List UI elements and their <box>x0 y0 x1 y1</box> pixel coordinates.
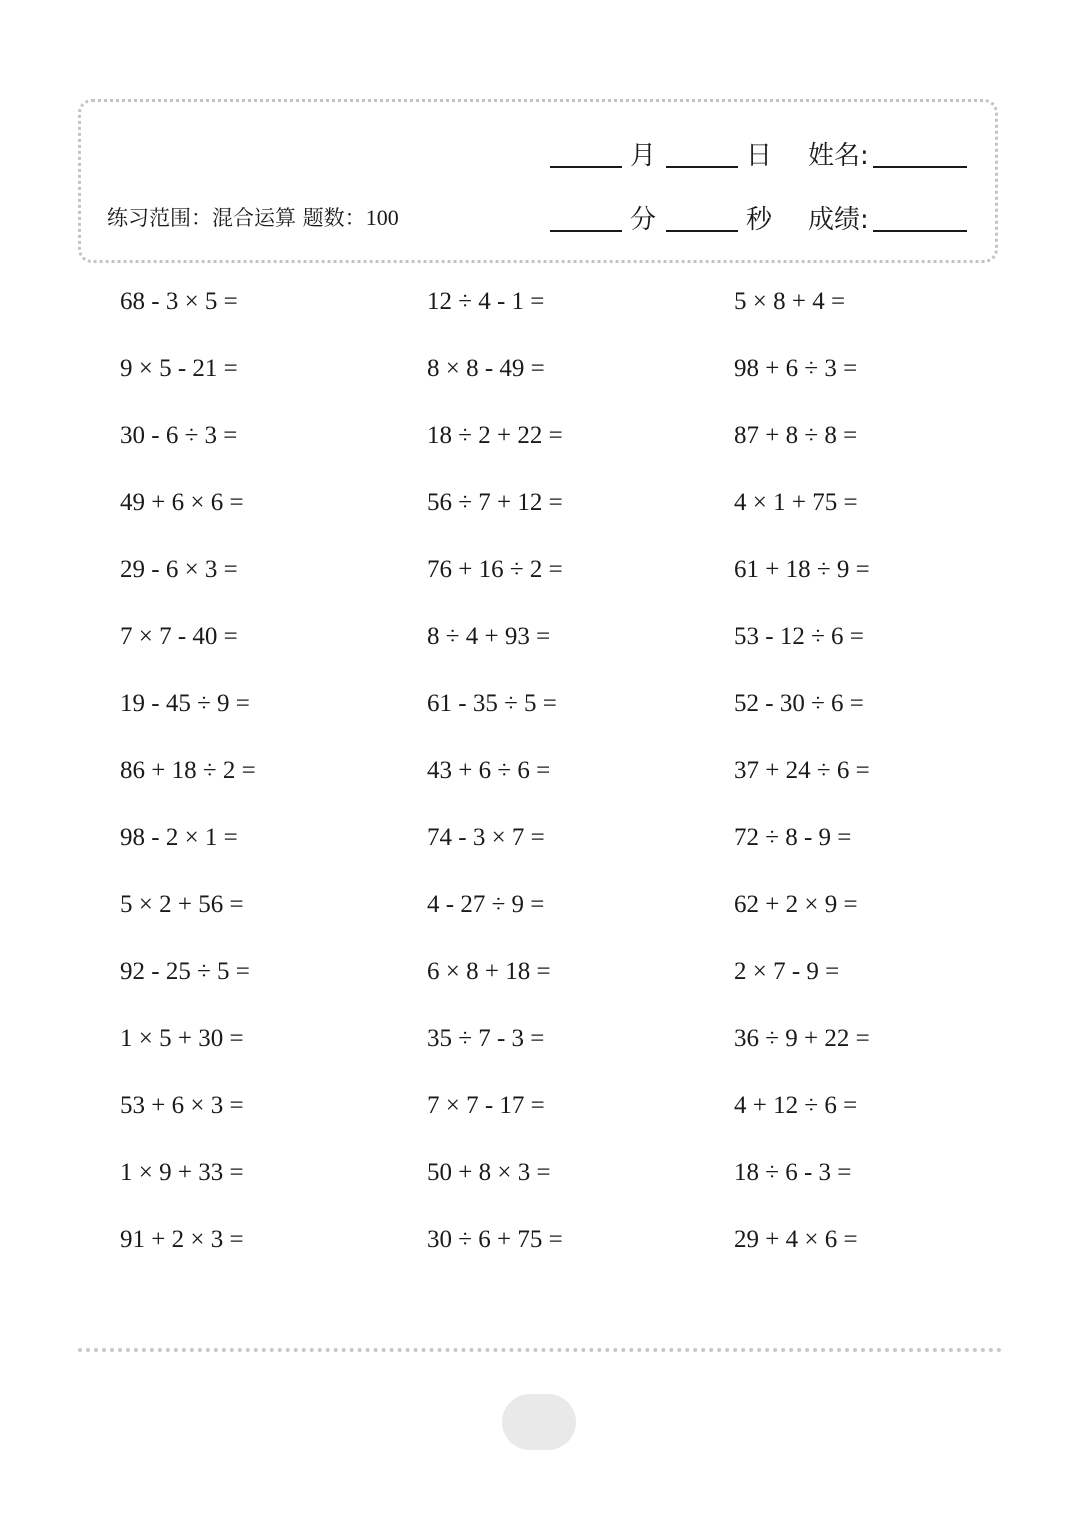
second-label: 秒 <box>746 205 773 235</box>
time-score-row <box>550 196 967 236</box>
page-number-badge <box>502 1394 576 1450</box>
arithmetic-problem: 1 × 5 + 30 = <box>120 1025 244 1052</box>
arithmetic-problem: 53 + 6 × 3 = <box>120 1092 244 1119</box>
arithmetic-problem: 72 ÷ 8 - 9 = <box>734 824 852 851</box>
arithmetic-problem: 36 ÷ 9 + 22 = <box>734 1025 870 1052</box>
arithmetic-problem: 86 + 18 ÷ 2 = <box>120 757 256 784</box>
arithmetic-problem: 12 ÷ 4 - 1 = <box>427 288 545 315</box>
worksheet-header <box>78 99 998 263</box>
date-name-row <box>550 132 967 172</box>
arithmetic-problem: 29 - 6 × 3 = <box>120 556 238 583</box>
arithmetic-problem: 92 - 25 ÷ 5 = <box>120 958 250 985</box>
arithmetic-problem: 68 - 3 × 5 = <box>120 288 238 315</box>
arithmetic-problem: 5 × 8 + 4 = <box>734 288 846 315</box>
arithmetic-problem: 37 + 24 ÷ 6 = <box>734 757 870 784</box>
name-label: 姓名: <box>808 141 869 171</box>
arithmetic-problem: 19 - 45 ÷ 9 = <box>120 690 250 717</box>
arithmetic-problem: 91 + 2 × 3 = <box>120 1226 244 1253</box>
arithmetic-problem: 18 ÷ 6 - 3 = <box>734 1159 852 1186</box>
arithmetic-problem: 43 + 6 ÷ 6 = <box>427 757 551 784</box>
month-label: 月 <box>630 141 657 171</box>
arithmetic-problem: 76 + 16 ÷ 2 = <box>427 556 563 583</box>
arithmetic-problem: 8 × 8 - 49 = <box>427 355 545 382</box>
month-blank[interactable] <box>550 166 622 168</box>
name-blank[interactable] <box>873 166 967 168</box>
arithmetic-problem: 4 × 1 + 75 = <box>734 489 858 516</box>
arithmetic-problem: 62 + 2 × 9 = <box>734 891 858 918</box>
footer-divider <box>78 1348 1002 1352</box>
minute-blank[interactable] <box>550 230 622 232</box>
arithmetic-problem: 61 - 35 ÷ 5 = <box>427 690 557 717</box>
second-blank[interactable] <box>666 230 738 232</box>
day-label: 日 <box>746 141 773 171</box>
minute-label: 分 <box>630 205 657 235</box>
arithmetic-problem: 6 × 8 + 18 = <box>427 958 551 985</box>
arithmetic-problem: 29 + 4 × 6 = <box>734 1226 858 1253</box>
arithmetic-problem: 49 + 6 × 6 = <box>120 489 244 516</box>
arithmetic-problem: 74 - 3 × 7 = <box>427 824 545 851</box>
arithmetic-problem: 2 × 7 - 9 = <box>734 958 840 985</box>
arithmetic-problem: 30 - 6 ÷ 3 = <box>120 422 238 449</box>
score-blank[interactable] <box>873 230 967 232</box>
arithmetic-problem: 8 ÷ 4 + 93 = <box>427 623 551 650</box>
arithmetic-problem: 61 + 18 ÷ 9 = <box>734 556 870 583</box>
arithmetic-problem: 7 × 7 - 17 = <box>427 1092 545 1119</box>
arithmetic-problem: 87 + 8 ÷ 8 = <box>734 422 858 449</box>
arithmetic-problem: 53 - 12 ÷ 6 = <box>734 623 864 650</box>
day-blank[interactable] <box>666 166 738 168</box>
arithmetic-problem: 9 × 5 - 21 = <box>120 355 238 382</box>
arithmetic-problem: 98 + 6 ÷ 3 = <box>734 355 858 382</box>
arithmetic-problem: 35 ÷ 7 - 3 = <box>427 1025 545 1052</box>
arithmetic-problem: 4 - 27 ÷ 9 = <box>427 891 545 918</box>
range-text: 练习范围：混合运算 题数： <box>107 206 366 230</box>
arithmetic-problem: 30 ÷ 6 + 75 = <box>427 1226 563 1253</box>
arithmetic-problem: 18 ÷ 2 + 22 = <box>427 422 563 449</box>
arithmetic-problem: 52 - 30 ÷ 6 = <box>734 690 864 717</box>
arithmetic-problem: 1 × 9 + 33 = <box>120 1159 244 1186</box>
arithmetic-problem: 56 ÷ 7 + 12 = <box>427 489 563 516</box>
score-label: 成绩: <box>808 205 869 235</box>
arithmetic-problem: 7 × 7 - 40 = <box>120 623 238 650</box>
arithmetic-problem: 50 + 8 × 3 = <box>427 1159 551 1186</box>
arithmetic-problem: 98 - 2 × 1 = <box>120 824 238 851</box>
arithmetic-problem: 5 × 2 + 56 = <box>120 891 244 918</box>
problem-count: 100 <box>365 205 399 230</box>
practice-range <box>107 202 399 232</box>
arithmetic-problem: 4 + 12 ÷ 6 = <box>734 1092 858 1119</box>
